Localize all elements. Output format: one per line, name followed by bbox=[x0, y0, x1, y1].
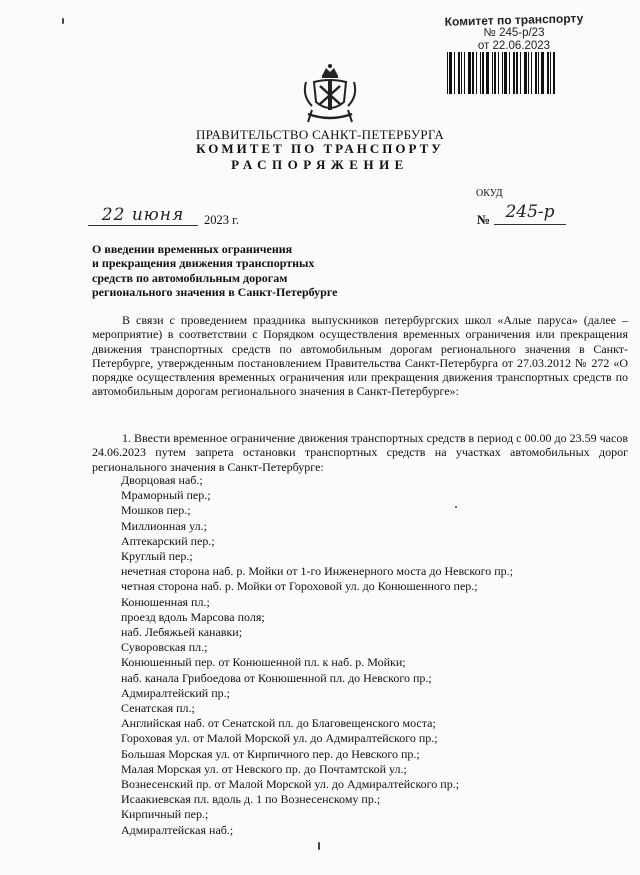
coat-of-arms-icon bbox=[300, 62, 360, 128]
barcode-stripe bbox=[541, 52, 544, 94]
document-subject bbox=[92, 242, 392, 299]
scan-speck bbox=[455, 506, 457, 508]
barcode-stripe bbox=[524, 52, 527, 94]
list-item: Адмиралтейская наб.; bbox=[121, 822, 234, 837]
list-item: четная сторона наб. р. Мойки от Гороховой ул. до Конюшенного пер.; bbox=[121, 579, 478, 594]
barcode-stripe bbox=[498, 52, 499, 94]
barcode-stripe bbox=[458, 52, 460, 94]
barcode-stripe bbox=[482, 52, 484, 94]
scan-speck bbox=[62, 18, 64, 24]
list-item: Круглый пер.; bbox=[121, 549, 193, 564]
list-item: Дворцовая наб.; bbox=[121, 473, 203, 487]
subject-line: О введении временных ограничения bbox=[92, 242, 293, 256]
barcode-stripe bbox=[547, 52, 549, 94]
barcode-stripe bbox=[472, 52, 474, 94]
committee-title: КОМИТЕТ ПО ТРАНСПОРТУ bbox=[196, 141, 444, 156]
barcode-stripe bbox=[461, 52, 462, 94]
stamp-committee: Комитет по транспорту bbox=[444, 11, 584, 29]
barcode-stripe bbox=[509, 52, 510, 94]
barcode-stripe bbox=[528, 52, 529, 94]
barcode-stripe bbox=[531, 52, 532, 94]
list-item: Суворовская пл.; bbox=[121, 640, 208, 655]
handwritten-number: 245-р bbox=[494, 202, 566, 225]
list-item: Кирпичный пер.; bbox=[121, 807, 209, 822]
stamp-number: № 245-р/23 bbox=[483, 27, 545, 39]
list-item: Миллионная ул.; bbox=[121, 518, 207, 533]
barcode-stripe bbox=[486, 52, 489, 94]
list-item: Малая Морская ул. от Невского пр. до Почтамтской ул.; bbox=[121, 761, 407, 776]
government-title: ПРАВИТЕЛЬСТВО САНКТ-ПЕТЕРБУРГА bbox=[195, 127, 445, 142]
list-item: наб. Лебяжьей канавки; bbox=[121, 625, 243, 640]
registration-stamp bbox=[428, 11, 600, 53]
list-item: Адмиралтейский пр.; bbox=[121, 685, 230, 700]
barcode-stripe bbox=[538, 52, 539, 94]
scan-speck bbox=[318, 842, 320, 850]
item-1-paragraph: 1. Ввести временное ограничение движения транспортных средств в период с 00.00 до 23.59 часов 24.06.2023 путем запрета остановки транспортных средств на участках автомобильных дорог регионального значения в Санкт-Петербурге: bbox=[92, 431, 628, 474]
list-item: нечетная сторона наб. р. Мойки от 1-го Инженерного моста до Невского пр.; bbox=[121, 564, 513, 579]
barcode bbox=[447, 52, 579, 94]
barcode-stripe bbox=[502, 52, 503, 94]
list-item: наб. канала Грибоедова от Конюшенной пл. до Невского пр.; bbox=[121, 670, 432, 685]
barcode-stripe bbox=[504, 52, 507, 94]
barcode-stripe bbox=[494, 52, 496, 94]
date-year: 2023 г. bbox=[204, 213, 239, 227]
list-item: Аптекарский пер.; bbox=[121, 533, 215, 548]
list-item: Мраморный пер.; bbox=[121, 488, 211, 503]
barcode-stripe bbox=[553, 52, 555, 94]
list-item: Большая Морская ул. от Кирпичного пер. до Невского пр.; bbox=[121, 746, 420, 761]
list-item: Английская наб. от Сенатской пл. до Благовещенского моста; bbox=[121, 716, 436, 731]
list-item: Сенатская пл.; bbox=[121, 701, 195, 716]
street-list bbox=[121, 473, 513, 838]
handwritten-date: 22 июня bbox=[88, 205, 198, 226]
list-item: Мошков пер.; bbox=[121, 503, 191, 518]
number-label: № bbox=[477, 212, 491, 227]
subject-line: регионального значения в Санкт-Петербурге bbox=[92, 284, 338, 299]
barcode-stripe bbox=[447, 52, 448, 94]
list-item: Гороховая ул. от Малой Морской ул. до Адмиралтейского пр.; bbox=[121, 731, 438, 746]
barcode-stripe bbox=[535, 52, 537, 94]
barcode-stripe bbox=[476, 52, 477, 94]
barcode-stripe bbox=[464, 52, 465, 94]
barcode-stripe bbox=[449, 52, 452, 94]
barcode-stripe bbox=[516, 52, 518, 94]
subject-line: и прекращения движения транспортных bbox=[92, 256, 315, 271]
list-item: Исаакиевская пл. вдоль д. 1 по Вознесенскому пр.; bbox=[121, 792, 381, 807]
barcode-stripe bbox=[550, 52, 551, 94]
list-item: Конюшенный пер. от Конюшенной пл. к наб. р. Мойки; bbox=[121, 655, 406, 670]
barcode-stripe bbox=[520, 52, 521, 94]
barcode-stripe bbox=[480, 52, 481, 94]
barcode-stripe bbox=[454, 52, 455, 94]
document-type: РАСПОРЯЖЕНИЕ bbox=[231, 157, 409, 172]
stamp-date: от 22.06.2023 bbox=[477, 40, 551, 52]
list-item: проезд вдоль Марсова поля; bbox=[121, 609, 265, 624]
subject-line: средств по автомобильным дорогам bbox=[92, 270, 288, 285]
barcode-stripe bbox=[513, 52, 515, 94]
list-item: Конюшенная пл.; bbox=[121, 594, 210, 609]
intro-paragraph: В связи с проведением праздника выпускников петербургских школ «Алые паруса» (далее – мероприятие) в соответствии с Порядком осуществления временных ограничения или прекращения движения транспортных средств по автомобильным дорогам регионального значения в Санкт-Петербурге, утвержденным постановлением Правительства Санкт-Петербурга от 27.03.2012 № 272 «О порядке осуществления временных ограничения или прекращения движения транспортных средств по автомобильным дорогам регионального значения в Санкт-Петербурге»: bbox=[92, 313, 628, 399]
list-item: Вознесенский пр. от Малой Морской ул. до Адмиралтейского пр.; bbox=[121, 777, 460, 792]
barcode-stripe bbox=[492, 52, 493, 94]
okud-label: ОКУД bbox=[476, 188, 503, 199]
barcode-stripe bbox=[468, 52, 471, 94]
